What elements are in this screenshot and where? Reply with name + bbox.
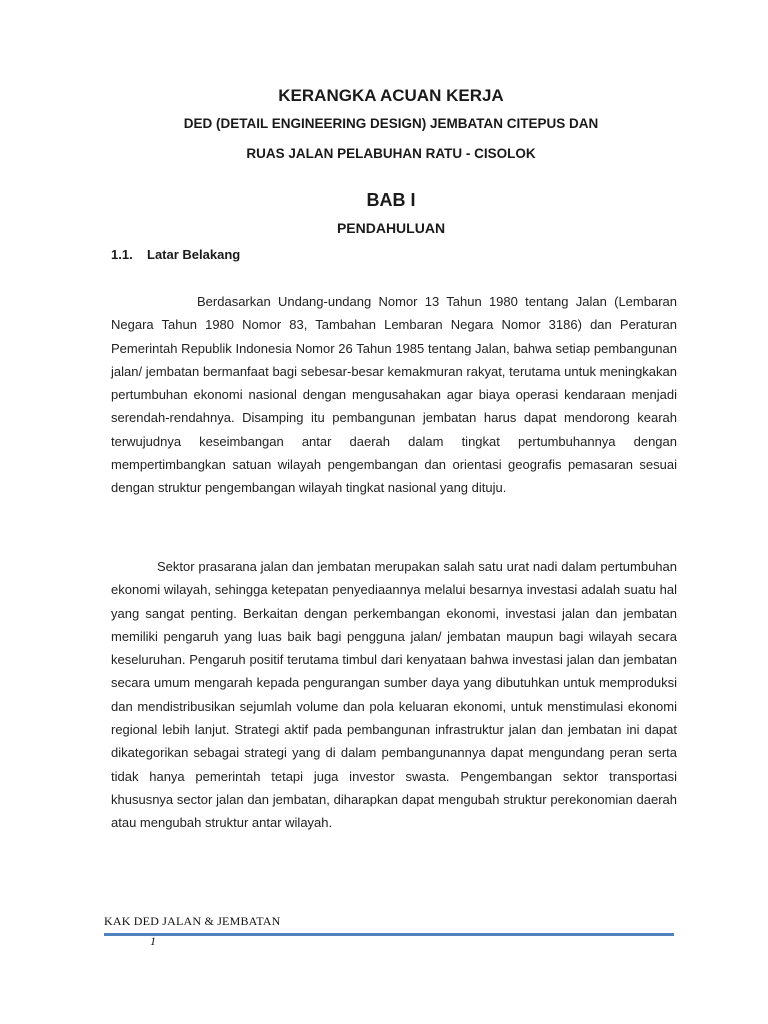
- footer-rule: [104, 933, 674, 936]
- page-number: 1: [150, 934, 156, 948]
- paragraph-1: Berdasarkan Undang-undang Nomor 13 Tahun 1980 tentang Jalan (Lembaran Negara Tahun 1980 Nomor 83, Tambahan Lembaran Negara Nomor 3186) dan Peraturan Pemerintah Republik Indonesia Nomor 26 Tahun 1985 tentang Jalan, bahwa setiap pembangunan jalan/ jembatan bermanfaat bagi sebesar-besar kemakmuran rakyat, terutama untuk meningkakan pertumbuhan ekonomi nasional dengan mengusahakan agar biaya operasi kendaraan menjadi serendah-rendahnya. Disamping itu pembangunan jembatan harus dapat mendorong kearah terwujudnya keseimbangan antar daerah dalam tingkat pertumbuhannya dengan mempertimbangkan satuan wilayah pengembangan dan orientasi geografis pemasaran sesuai dengan struktur pengembangan wilayah tingkat nasional yang dituju.: [111, 294, 677, 496]
- document-title: KERANGKA ACUAN KERJA: [278, 86, 504, 105]
- section-heading: [111, 247, 240, 262]
- section-number: 1.1.: [111, 247, 133, 262]
- chapter-title: PENDAHULUAN: [336, 220, 446, 236]
- section-title: Latar Belakang: [147, 247, 241, 262]
- document-subtitle-line1: DED (DETAIL ENGINEERING DESIGN) JEMBATAN CITEPUS DAN: [183, 116, 599, 131]
- document-subtitle-line2: RUAS JALAN PELABUHAN RATU - CISOLOK: [246, 146, 536, 161]
- footer-text: KAK DED JALAN & JEMBATAN: [104, 914, 281, 928]
- chapter-heading: BAB I: [366, 190, 416, 210]
- paragraph-2: Sektor prasarana jalan dan jembatan merupakan salah satu urat nadi dalam pertumbuhan ekonomi wilayah, sehingga ketepatan penyediaannya melalui besarnya investasi adalah suatu hal yang sangat penting. Berkaitan dengan perkembangan ekonomi, investasi jalan dan jembatan memiliki pengaruh yang luas baik bagi pengguna jalan/ jembatan maupun bagi wilayah secara keseluruhan. Pengaruh positif terutama timbul dari kenyataan bahwa investasi jalan dan jembatan secara umum mengarah kepada pengurangan sumber daya yang dibutuhkan untuk memproduksi dan mendistribusikan sejumlah volume dan pola keluaran ekonomi, untuk menstimulasi ekonomi regional lebih lanjut. Strategi aktif pada pembangunan infrastruktur jalan dan jembatan ini dapat dikategorikan sebagai strategi yang di dalam pembangunannya dapat mengundang peran serta tidak hanya pemerintah tetapi juga investor swasta. Pengembangan sektor transportasi khususnya sector jalan dan jembatan, diharapkan dapat mengubah struktur perekonomian daerah atau mengubah struktur antar wilayah.: [111, 559, 677, 831]
